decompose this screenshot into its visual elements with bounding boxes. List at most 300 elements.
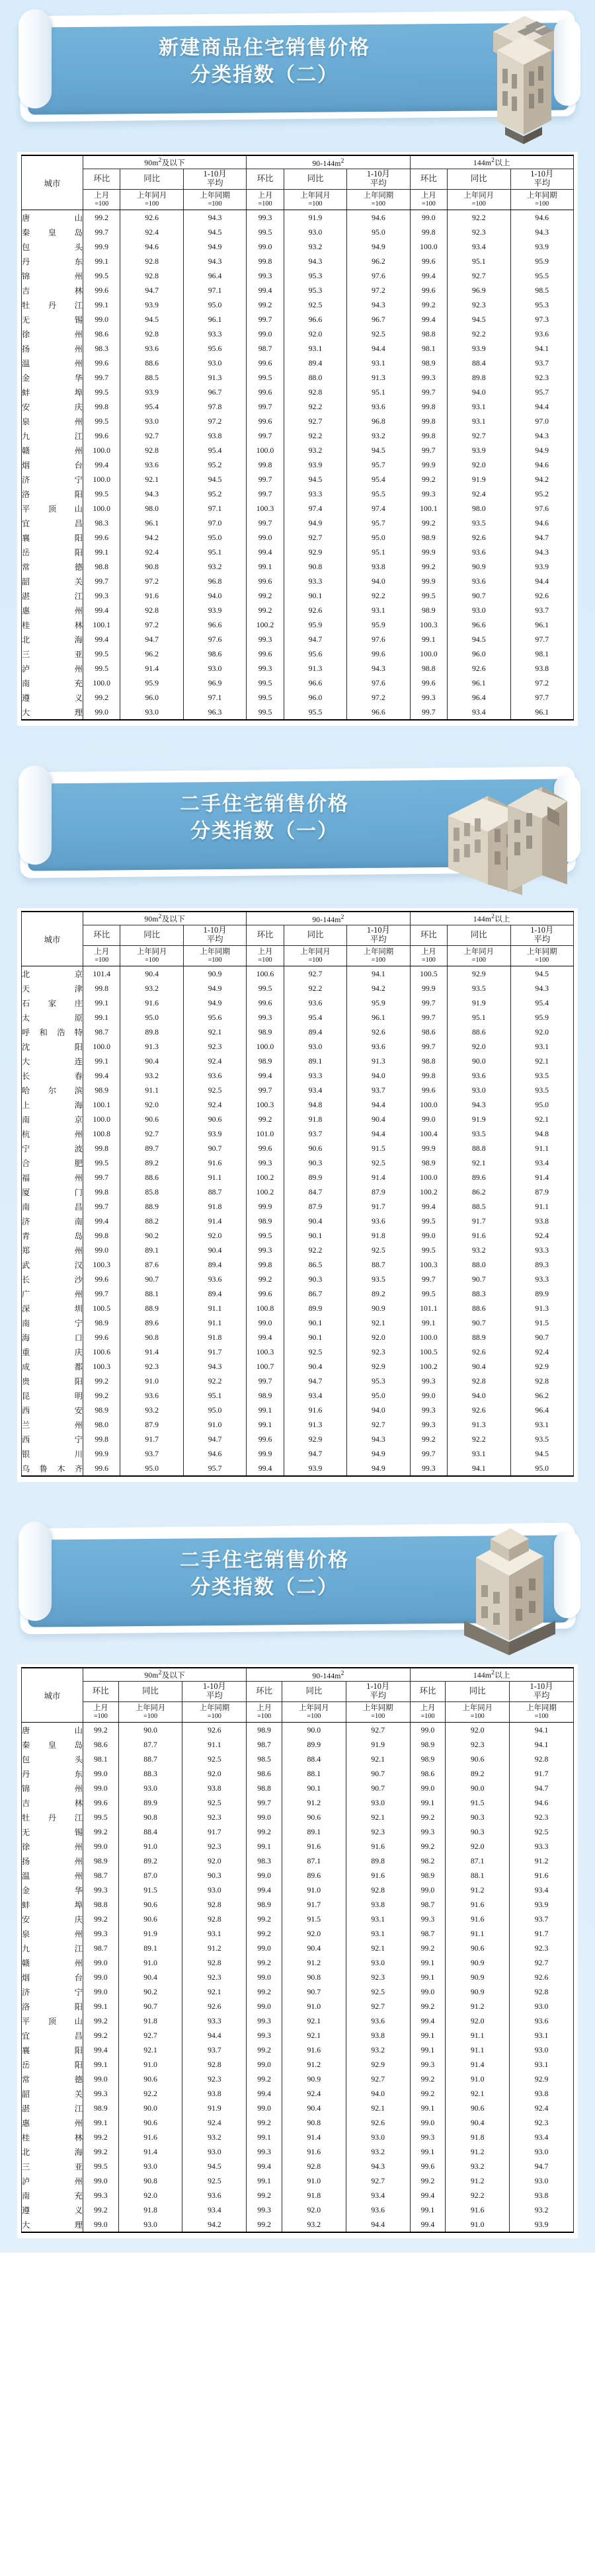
value-cell: 94.3 (510, 225, 574, 239)
value-cell: 93.9 (284, 457, 346, 472)
value-cell: 94.0 (183, 588, 246, 603)
table-row (22, 588, 574, 603)
value-cell: 99.2 (83, 2203, 119, 2217)
value-cell: 92.8 (510, 1374, 574, 1388)
value-cell: 96.6 (183, 617, 246, 632)
value-cell: 93.6 (182, 2188, 247, 2203)
value-cell: 91.2 (510, 1854, 574, 1868)
value-cell: 98.8 (410, 1054, 447, 1068)
value-cell: 99.2 (410, 2173, 446, 2188)
value-cell: 95.9 (510, 1010, 574, 1025)
value-cell: 92.6 (182, 1723, 247, 1738)
measure-header-tb-2: 同比 (446, 1682, 510, 1702)
building-tower-icon (456, 3, 569, 148)
value-cell: 93.1 (346, 1926, 410, 1941)
value-cell: 87.9 (510, 1185, 574, 1199)
banner-left-fold (19, 9, 52, 108)
value-cell: 95.1 (448, 254, 510, 268)
value-cell: 99.2 (247, 297, 284, 312)
value-cell: 91.9 (448, 995, 510, 1010)
value-cell: 96.3 (183, 705, 246, 720)
value-cell: 98.8 (247, 1781, 282, 1795)
table-row (22, 428, 574, 443)
measure-header-hb-2: 环比 (410, 169, 447, 190)
value-cell: 95.1 (347, 545, 410, 559)
value-cell: 90.2 (120, 1228, 183, 1243)
value-cell: 99.0 (247, 1941, 282, 1955)
value-cell: 100.0 (410, 646, 447, 661)
value-cell: 91.2 (182, 1941, 247, 1955)
value-cell: 92.8 (120, 443, 183, 457)
value-cell: 94.5 (182, 2159, 247, 2173)
value-cell: 98.9 (83, 1315, 120, 1330)
value-cell: 91.4 (446, 2057, 510, 2072)
value-cell: 93.6 (448, 1068, 510, 1083)
value-cell: 91.0 (118, 2057, 182, 2072)
value-cell: 99.9 (247, 1446, 284, 1461)
value-cell: 96.2 (510, 1388, 574, 1403)
value-cell: 93.0 (120, 414, 183, 428)
city-name-cell: 泸州 (22, 661, 83, 676)
value-cell: 93.8 (183, 428, 246, 443)
value-cell: 100.2 (247, 617, 284, 632)
value-cell: 93.6 (347, 1039, 410, 1054)
value-cell: 92.4 (510, 1228, 574, 1243)
value-cell: 96.0 (284, 690, 346, 705)
value-cell: 99.0 (410, 1228, 447, 1243)
base-header-1-0: 上月 =100 (247, 190, 284, 210)
index-table-second-hand-1 (21, 911, 574, 1477)
city-name-cell: 惠州 (22, 603, 83, 617)
value-cell: 93.3 (284, 1068, 346, 1083)
value-cell: 94.4 (347, 1126, 410, 1141)
value-cell: 94.3 (510, 545, 574, 559)
value-cell: 93.0 (284, 225, 346, 239)
value-cell: 99.6 (410, 254, 447, 268)
city-name-cell: 金华 (22, 370, 83, 385)
measure-header-avg-2: 1-10月 平均 (510, 1682, 574, 1702)
value-cell: 99.2 (83, 1824, 119, 1839)
section-gap-1 (0, 730, 595, 756)
value-cell: 98.8 (410, 327, 447, 341)
value-cell: 98.9 (247, 1723, 282, 1738)
value-cell: 99.7 (410, 995, 447, 1010)
banner-title-line2: 分类指数（一） (190, 820, 338, 843)
value-cell: 101.1 (410, 1301, 447, 1315)
value-cell: 96.1 (448, 676, 510, 690)
value-cell: 96.1 (183, 312, 246, 327)
value-cell: 90.1 (282, 1781, 346, 1795)
value-cell: 89.8 (120, 1025, 183, 1039)
city-column-header: 城市 (22, 155, 83, 210)
city-name-cell: 遵义 (22, 2203, 83, 2217)
measure-header-hb-2: 环比 (410, 1682, 446, 1702)
table-row (22, 1039, 574, 1054)
value-cell: 93.1 (448, 1446, 510, 1461)
value-cell: 93.2 (284, 239, 346, 254)
value-cell: 93.7 (347, 1083, 410, 1097)
value-cell: 89.9 (284, 1301, 346, 1315)
value-cell: 93.2 (120, 981, 183, 995)
value-cell: 93.0 (510, 2173, 574, 2188)
value-cell: 100.0 (83, 1039, 120, 1054)
value-cell: 92.6 (347, 1025, 410, 1039)
value-cell: 90.6 (118, 2072, 182, 2086)
value-cell: 92.1 (448, 1155, 510, 1170)
value-cell: 90.8 (284, 559, 346, 574)
value-cell: 91.1 (446, 2028, 510, 2043)
table-row (22, 385, 574, 399)
measure-header-hb-1: 环比 (247, 1682, 282, 1702)
value-cell: 91.9 (118, 1926, 182, 1941)
value-cell: 96.4 (183, 268, 246, 283)
value-cell: 99.2 (83, 690, 120, 705)
value-cell: 93.9 (183, 603, 246, 617)
value-cell: 94.3 (183, 210, 246, 225)
value-cell: 92.4 (448, 487, 510, 501)
value-cell: 86.7 (284, 1286, 346, 1301)
group-header-1: $90-144m^2$ (247, 912, 410, 925)
city-name-cell: 洛阳 (22, 1999, 83, 2013)
base-header-0-2: 上年同期 =100 (183, 190, 246, 210)
value-cell: 99.7 (410, 1010, 447, 1025)
value-cell: 91.6 (118, 2130, 182, 2144)
city-name-cell: 包头 (22, 1752, 83, 1766)
value-cell: 99.3 (247, 1155, 284, 1170)
city-name-cell: 济南 (22, 1214, 83, 1228)
value-cell: 96.6 (284, 312, 346, 327)
value-cell: 95.4 (183, 443, 246, 457)
value-cell: 99.1 (247, 1839, 282, 1854)
city-name-cell: 三亚 (22, 646, 83, 661)
value-cell: 99.5 (83, 2159, 119, 2173)
value-cell: 99.8 (83, 1228, 120, 1243)
value-cell: 93.4 (510, 1155, 574, 1170)
value-cell: 95.4 (347, 472, 410, 487)
value-cell: 94.7 (120, 632, 183, 646)
city-name-cell: 湛江 (22, 588, 83, 603)
value-cell: 91.2 (446, 2144, 510, 2159)
banner-title-line1: 二手住宅销售价格 (180, 793, 349, 816)
value-cell: 89.1 (284, 1054, 346, 1068)
value-cell: 91.8 (118, 2203, 182, 2217)
value-cell: 99.8 (83, 1185, 120, 1199)
value-cell: 92.1 (346, 1752, 410, 1766)
value-cell: 95.1 (183, 545, 246, 559)
city-name-cell: 大连 (22, 1054, 83, 1068)
value-cell: 91.1 (182, 1737, 247, 1752)
value-cell: 93.8 (347, 559, 410, 574)
city-name-cell: 长沙 (22, 1272, 83, 1286)
value-cell: 91.2 (282, 1795, 346, 1810)
city-name-cell: 徐州 (22, 327, 83, 341)
value-cell: 88.4 (282, 1752, 346, 1766)
value-cell: 89.7 (120, 1141, 183, 1155)
value-cell: 92.1 (510, 1054, 574, 1068)
value-cell: 91.6 (510, 1868, 574, 1883)
base-header-2-1: 上年同月 =100 (448, 946, 510, 966)
value-cell: 98.8 (410, 661, 447, 676)
value-cell: 90.7 (448, 1272, 510, 1286)
value-cell: 92.0 (448, 457, 510, 472)
value-cell: 99.0 (247, 530, 284, 545)
value-cell: 93.7 (510, 356, 574, 370)
value-cell: 95.3 (284, 268, 346, 283)
value-cell: 89.3 (510, 1257, 574, 1272)
table-row (22, 1752, 574, 1766)
value-cell: 99.6 (83, 1795, 119, 1810)
value-cell: 90.8 (282, 2115, 346, 2130)
city-name-cell: 襄阳 (22, 2043, 83, 2057)
measure-header-hb-1: 环比 (247, 925, 284, 946)
value-cell: 91.8 (183, 1199, 246, 1214)
value-cell: 99.8 (247, 1257, 284, 1272)
table-row (22, 1068, 574, 1083)
value-cell: 92.1 (282, 2013, 346, 2028)
table-row (22, 1170, 574, 1185)
value-cell: 99.7 (247, 1083, 284, 1097)
value-cell: 93.6 (183, 1068, 246, 1083)
city-name-cell: 锦州 (22, 1781, 83, 1795)
value-cell: 90.8 (118, 1810, 182, 1824)
value-cell: 95.3 (284, 283, 346, 297)
value-cell: 88.3 (448, 1286, 510, 1301)
city-name-cell: 厦门 (22, 1185, 83, 1199)
value-cell: 100.5 (83, 1301, 120, 1315)
table-row (22, 225, 574, 239)
value-cell: 99.8 (410, 414, 447, 428)
value-cell: 93.4 (448, 239, 510, 254)
value-cell: 91.6 (282, 2043, 346, 2057)
value-cell: 91.0 (282, 1883, 346, 1897)
value-cell: 93.3 (182, 2013, 247, 2028)
table-row (22, 1286, 574, 1301)
value-cell: 89.9 (282, 1737, 346, 1752)
value-cell: 90.6 (183, 1112, 246, 1126)
city-name-cell: 秦皇岛 (22, 1737, 83, 1752)
value-cell: 90.0 (118, 2101, 182, 2115)
value-cell: 99.7 (83, 370, 120, 385)
table-row (22, 1345, 574, 1359)
value-cell: 95.9 (284, 617, 346, 632)
city-name-cell: 扬州 (22, 1854, 83, 1868)
value-cell: 99.8 (247, 457, 284, 472)
value-cell: 99.4 (247, 1068, 284, 1083)
value-cell: 93.5 (448, 516, 510, 530)
value-cell: 99.5 (83, 385, 120, 399)
city-name-cell: 石家庄 (22, 995, 83, 1010)
value-cell: 100.0 (247, 443, 284, 457)
value-cell: 99.2 (247, 1824, 282, 1839)
value-cell: 92.8 (120, 268, 183, 283)
city-name-cell: 宁波 (22, 1141, 83, 1155)
value-cell: 92.6 (448, 1403, 510, 1417)
value-cell: 99.5 (83, 487, 120, 501)
value-cell: 91.1 (183, 1301, 246, 1315)
value-cell: 88.7 (118, 1752, 182, 1766)
value-cell: 100.4 (410, 1126, 447, 1141)
value-cell: 89.8 (346, 1854, 410, 1868)
value-cell: 96.6 (347, 705, 410, 720)
table-row (22, 1243, 574, 1257)
value-cell: 97.6 (183, 632, 246, 646)
value-cell: 91.7 (510, 1926, 574, 1941)
value-cell: 99.5 (83, 414, 120, 428)
value-cell: 93.2 (510, 2203, 574, 2217)
value-cell: 94.8 (510, 1126, 574, 1141)
value-cell: 93.9 (510, 559, 574, 574)
value-cell: 98.9 (247, 1897, 282, 1912)
table-row (22, 545, 574, 559)
measure-header-row (22, 169, 574, 190)
value-cell: 94.6 (510, 516, 574, 530)
value-cell: 97.2 (120, 574, 183, 588)
value-cell: 87.1 (446, 1854, 510, 1868)
value-cell: 99.6 (410, 676, 447, 690)
value-cell: 99.2 (410, 297, 447, 312)
value-cell: 89.2 (446, 1766, 510, 1781)
value-cell: 93.2 (346, 2144, 410, 2159)
value-cell: 92.8 (182, 2057, 247, 2072)
table-row (22, 2217, 574, 2232)
section-gap-2 (0, 1486, 595, 1512)
value-cell: 93.8 (510, 2188, 574, 2203)
section-second-hand-1 (0, 756, 595, 1486)
city-name-cell: 上海 (22, 1097, 83, 1112)
value-cell: 94.6 (510, 210, 574, 225)
city-name-cell: 无锡 (22, 1824, 83, 1839)
value-cell: 90.4 (448, 1359, 510, 1374)
value-cell: 91.5 (118, 1883, 182, 1897)
city-name-cell: 重庆 (22, 1345, 83, 1359)
value-cell: 99.6 (83, 356, 120, 370)
value-cell: 88.8 (448, 1141, 510, 1155)
value-cell: 94.7 (510, 530, 574, 545)
value-cell: 98.9 (410, 1752, 446, 1766)
table-row (22, 1432, 574, 1446)
value-cell: 90.6 (446, 2101, 510, 2115)
city-name-cell: 南昌 (22, 1199, 83, 1214)
value-cell: 95.6 (284, 646, 346, 661)
value-cell: 94.4 (510, 399, 574, 414)
value-cell: 99.3 (410, 2130, 446, 2144)
value-cell: 99.5 (247, 225, 284, 239)
value-cell: 100.8 (247, 1301, 284, 1315)
value-cell: 90.9 (446, 1955, 510, 1970)
value-cell: 93.6 (510, 327, 574, 341)
value-cell: 100.0 (247, 1039, 284, 1054)
city-name-cell: 惠州 (22, 2115, 83, 2130)
value-cell: 99.2 (247, 1912, 282, 1926)
value-cell: 99.0 (247, 1810, 282, 1824)
city-column-header: 城市 (22, 912, 83, 966)
banner-left-fold (19, 765, 52, 865)
value-cell: 96.7 (347, 312, 410, 327)
value-cell: 94.2 (347, 981, 410, 995)
value-cell: 98.3 (247, 1854, 282, 1868)
value-cell: 88.0 (448, 1257, 510, 1272)
value-cell: 91.1 (120, 1083, 183, 1097)
value-cell: 98.0 (120, 501, 183, 516)
value-cell: 99.5 (247, 1228, 284, 1243)
value-cell: 91.4 (282, 2130, 346, 2144)
city-name-cell: 深圳 (22, 1301, 83, 1315)
table-row (22, 1126, 574, 1141)
value-cell: 93.7 (120, 1446, 183, 1461)
value-cell: 99.4 (83, 2043, 119, 2057)
value-cell: 99.4 (247, 283, 284, 297)
value-cell: 87.9 (284, 1199, 346, 1214)
value-cell: 91.0 (282, 2173, 346, 2188)
value-cell: 95.9 (347, 995, 410, 1010)
value-cell: 94.6 (510, 457, 574, 472)
value-cell: 100.3 (410, 617, 447, 632)
value-cell: 92.6 (182, 1999, 247, 2013)
value-cell: 96.4 (510, 1403, 574, 1417)
value-cell: 99.5 (83, 661, 120, 676)
value-cell: 92.5 (284, 1345, 346, 1359)
city-name-cell: 蚌埠 (22, 385, 83, 399)
value-cell: 93.2 (282, 2217, 346, 2232)
value-cell: 91.0 (120, 1374, 183, 1388)
value-cell: 94.7 (510, 2159, 574, 2173)
city-name-cell: 桂林 (22, 2130, 83, 2144)
table-row (22, 1272, 574, 1286)
city-name-cell: 长春 (22, 1068, 83, 1083)
value-cell: 100.3 (247, 1345, 284, 1359)
city-name-cell: 大理 (22, 705, 83, 720)
value-cell: 92.4 (510, 2101, 574, 2115)
value-cell: 99.7 (247, 399, 284, 414)
value-cell: 92.5 (347, 1243, 410, 1257)
group-header-1: $90-144m^2$ (247, 155, 410, 169)
value-cell: 99.3 (410, 690, 447, 705)
value-cell: 91.0 (183, 1417, 246, 1432)
value-cell: 99.3 (247, 2144, 282, 2159)
value-cell: 92.3 (446, 1737, 510, 1752)
value-cell: 98.9 (83, 1854, 119, 1868)
city-name-cell: 平顶山 (22, 501, 83, 516)
group-header-2: $144m^2$以上 (410, 155, 573, 169)
value-cell: 92.0 (118, 2188, 182, 2203)
table-row (22, 646, 574, 661)
measure-header-avg-0: 1-10月 平均 (183, 169, 246, 190)
value-cell: 92.7 (448, 428, 510, 443)
value-cell: 95.5 (347, 487, 410, 501)
value-cell: 92.2 (448, 210, 510, 225)
value-cell: 93.9 (510, 239, 574, 254)
table-row (22, 1388, 574, 1403)
value-cell: 100.0 (83, 472, 120, 487)
city-name-cell: 大理 (22, 2217, 83, 2232)
value-cell: 98.6 (83, 327, 120, 341)
value-cell: 90.8 (120, 1330, 183, 1345)
table-wrap-second-hand-1 (17, 908, 578, 1482)
value-cell: 94.7 (183, 1432, 246, 1446)
value-cell: 98.9 (83, 1083, 120, 1097)
value-cell: 99.2 (247, 2217, 282, 2232)
value-cell: 99.5 (247, 705, 284, 720)
value-cell: 93.0 (120, 705, 183, 720)
value-cell: 95.7 (510, 385, 574, 399)
value-cell: 90.3 (182, 1868, 247, 1883)
value-cell: 99.5 (410, 1214, 447, 1228)
value-cell: 99.8 (83, 399, 120, 414)
value-cell: 97.0 (510, 414, 574, 428)
value-cell: 99.0 (83, 2217, 119, 2232)
value-cell: 95.4 (120, 399, 183, 414)
value-cell: 99.2 (410, 1839, 446, 1854)
